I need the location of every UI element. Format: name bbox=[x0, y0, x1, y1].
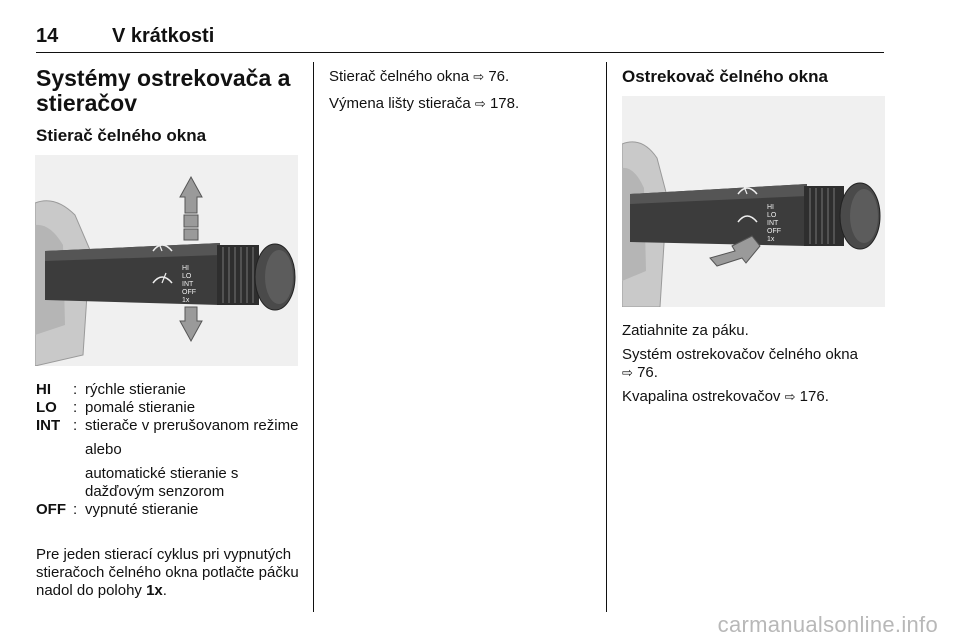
stalk-label-lo: LO bbox=[182, 273, 192, 280]
page-reference-arrow-icon: ⇨ bbox=[474, 97, 486, 112]
page-reference-arrow-icon: ⇨ bbox=[473, 70, 485, 85]
wiper-stalk-illustration bbox=[35, 155, 298, 366]
term-hi: HI bbox=[36, 381, 51, 398]
reference-wiper[interactable] bbox=[329, 68, 599, 87]
ref-text: Kvapalina ostrekovačov bbox=[622, 388, 785, 405]
column-divider-1 bbox=[313, 62, 314, 612]
section-title: Systémy ostrekovača a stieračov bbox=[36, 65, 291, 116]
page-number: 14 bbox=[36, 25, 59, 47]
reference-wiper-blade[interactable] bbox=[329, 95, 599, 114]
stalk-label-1x: 1x bbox=[182, 297, 190, 304]
ref-text: Systém ostrekovačov čelného okna bbox=[622, 346, 858, 363]
ref-page: 176. bbox=[799, 388, 829, 405]
wiper-positions-list bbox=[36, 381, 306, 519]
stalk-label-int: INT bbox=[767, 220, 779, 227]
stalk-label-lo: LO bbox=[767, 212, 777, 219]
desc-hi: rýchle stieranie bbox=[85, 381, 186, 398]
subsection-title-washer: Ostrekovač čelného okna bbox=[622, 67, 828, 86]
stalk-label-hi: HI bbox=[182, 265, 189, 272]
desc-lo: pomalé stieranie bbox=[85, 399, 196, 416]
ref-text: Stierač čelného okna bbox=[329, 68, 474, 85]
reference-washer-fluid[interactable] bbox=[622, 388, 884, 407]
colon: : bbox=[73, 381, 78, 398]
reference-washer-system[interactable] bbox=[622, 346, 884, 383]
desc-int: stierače v prerušovanom režime bbox=[85, 417, 299, 434]
ref-text: Výmena lišty stierača bbox=[329, 95, 475, 112]
washer-stalk-illustration bbox=[622, 96, 885, 307]
paragraph-end: . bbox=[162, 582, 167, 599]
stalk-label-hi: HI bbox=[767, 204, 774, 211]
washer-stalk-drawing bbox=[622, 96, 885, 307]
page-reference-arrow-icon: ⇨ bbox=[622, 366, 633, 381]
int-alternative-desc: automatické stieranie s dažďovým senzorom bbox=[85, 465, 239, 500]
definition-row-int bbox=[36, 417, 306, 435]
column-divider-2 bbox=[606, 62, 607, 612]
desc-off: vypnuté stieranie bbox=[85, 501, 199, 518]
colon: : bbox=[73, 501, 78, 518]
paragraph-bold-1x: 1x bbox=[146, 582, 163, 599]
stalk-label-1x: 1x bbox=[767, 236, 775, 243]
stalk-label-off: OFF bbox=[182, 289, 196, 296]
subsection-title-wiper: Stierač čelného okna bbox=[36, 126, 207, 145]
stalk-label-off: OFF bbox=[767, 228, 781, 235]
watermark: carmanualsonline.info bbox=[717, 612, 938, 637]
chapter-title: V krátkosti bbox=[112, 25, 215, 47]
washer-instruction: Zatiahnite za páku. bbox=[622, 322, 749, 339]
paragraph-text: Pre jeden stierací cyklus pri vypnutých stieračoch čelného okna potlačte páčku nadol do polohy bbox=[36, 546, 299, 599]
definition-row-lo bbox=[36, 399, 306, 417]
single-wipe-paragraph bbox=[36, 546, 304, 600]
term-lo: LO bbox=[36, 399, 57, 416]
int-alternative-or: alebo bbox=[85, 441, 122, 458]
ref-page: 178. bbox=[489, 95, 520, 112]
colon: : bbox=[73, 417, 78, 434]
stalk-position-labels bbox=[767, 204, 781, 244]
ref-page: 76. bbox=[488, 68, 510, 85]
ref-page: 76. bbox=[637, 364, 658, 381]
stalk-position-labels bbox=[182, 265, 196, 305]
definition-row-hi bbox=[36, 381, 306, 399]
term-off: OFF bbox=[36, 501, 66, 518]
colon: : bbox=[73, 399, 78, 416]
wiper-stalk-drawing bbox=[35, 155, 298, 366]
definition-row-off bbox=[36, 501, 306, 519]
stalk-label-int: INT bbox=[182, 281, 194, 288]
term-int: INT bbox=[36, 417, 61, 434]
page-reference-arrow-icon: ⇨ bbox=[784, 390, 796, 405]
header-divider bbox=[36, 52, 884, 53]
